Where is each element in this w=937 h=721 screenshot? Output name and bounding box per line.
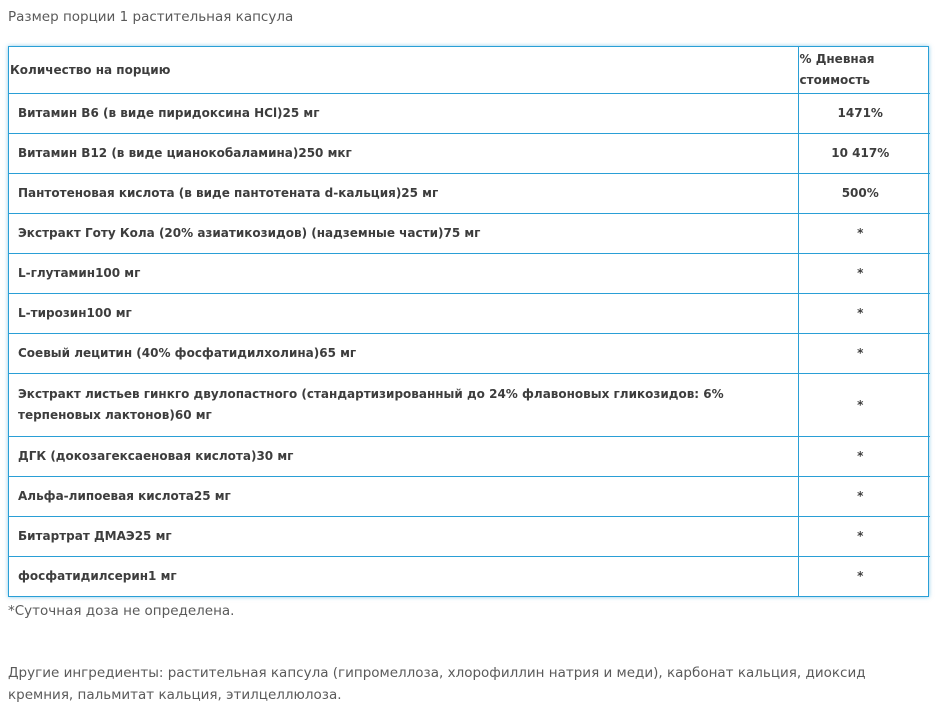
ingredient-dv: * bbox=[798, 294, 930, 334]
ingredient-dv: 500% bbox=[798, 174, 930, 214]
table-row bbox=[9, 254, 930, 294]
ingredient-name: L-глутамин100 мг bbox=[9, 254, 798, 294]
ingredient-dv: * bbox=[798, 334, 930, 374]
ingredient-name: L-тирозин100 мг bbox=[9, 294, 798, 334]
ingredient-name: Витамин B6 (в виде пиридоксина HCl)25 мг bbox=[9, 94, 798, 134]
table-row bbox=[9, 517, 930, 557]
ingredient-dv: 10 417% bbox=[798, 134, 930, 174]
serving-size: Размер порции 1 растительная капсула bbox=[8, 9, 294, 25]
supplement-facts-table bbox=[8, 46, 929, 597]
table-row bbox=[9, 94, 930, 134]
ingredient-dv: * bbox=[798, 214, 930, 254]
ingredient-name: Экстракт листьев гинкго двулопастного (стандартизированный до 24% флавоновых гликозидов: 6% терпеновых лактонов)60 мг bbox=[9, 374, 798, 437]
ingredient-name: ДГК (докозагексаеновая кислота)30 мг bbox=[9, 437, 798, 477]
ingredient-name: Битартрат ДМАЭ25 мг bbox=[9, 517, 798, 557]
table-row bbox=[9, 334, 930, 374]
ingredient-name: Экстракт Готу Кола (20% азиатикозидов) (надземные части)75 мг bbox=[9, 214, 798, 254]
ingredient-dv: * bbox=[798, 557, 930, 597]
ingredient-dv: * bbox=[798, 254, 930, 294]
ingredient-dv: * bbox=[798, 477, 930, 517]
ingredient-dv: * bbox=[798, 517, 930, 557]
ingredient-name: Соевый лецитин (40% фосфатидилхолина)65 мг bbox=[9, 334, 798, 374]
facts-table bbox=[9, 47, 930, 596]
ingredient-name: Пантотеновая кислота (в виде пантотената d-кальция)25 мг bbox=[9, 174, 798, 214]
table-row bbox=[9, 174, 930, 214]
ingredient-dv: 1471% bbox=[798, 94, 930, 134]
table-row bbox=[9, 374, 930, 437]
table-row bbox=[9, 557, 930, 597]
footnote: *Суточная доза не определена. bbox=[8, 603, 235, 619]
table-row bbox=[9, 294, 930, 334]
table-header-row bbox=[9, 47, 930, 94]
table-row bbox=[9, 477, 930, 517]
header-amount: Количество на порцию bbox=[9, 47, 798, 94]
other-ingredients: Другие ингредиенты: растительная капсула (гипромеллоза, хлорофиллин натрия и меди), карбонат кальция, диоксид кремния, пальмитат кальция, этилцеллюлоза. bbox=[8, 665, 866, 703]
table-row bbox=[9, 134, 930, 174]
header-daily-value: % Дневная стоимость bbox=[798, 47, 930, 94]
ingredient-name: фосфатидилсерин1 мг bbox=[9, 557, 798, 597]
ingredient-dv: * bbox=[798, 437, 930, 477]
table-row bbox=[9, 214, 930, 254]
ingredient-dv: * bbox=[798, 374, 930, 437]
ingredient-name: Альфа-липоевая кислота25 мг bbox=[9, 477, 798, 517]
ingredient-name: Витамин B12 (в виде цианокобаламина)250 мкг bbox=[9, 134, 798, 174]
table-row bbox=[9, 437, 930, 477]
